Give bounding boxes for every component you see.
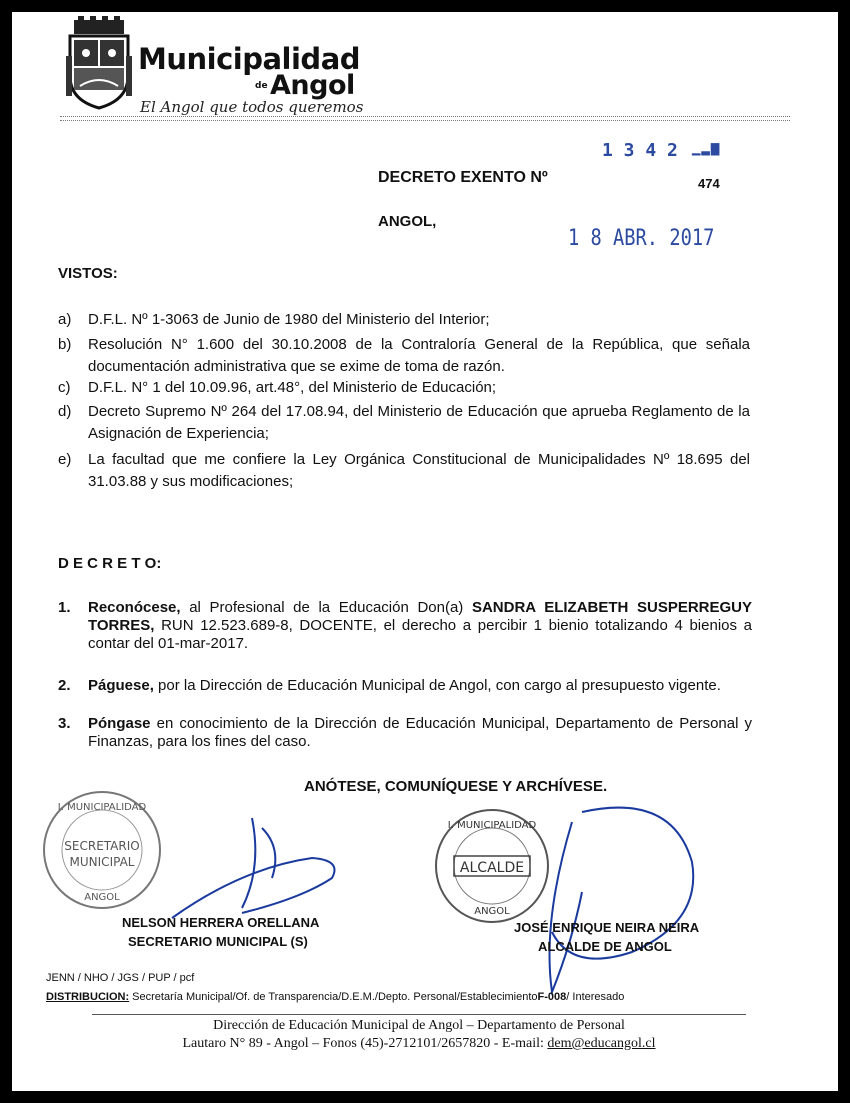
svg-text:ANGOL: ANGOL bbox=[84, 892, 120, 903]
brand-city: Angol bbox=[270, 70, 355, 101]
visto-item: b) Resolución N° 1.600 del 30.10.2008 de la Contraloría General de la República, que señala documentación administrativa que se exime de toma de razón. bbox=[58, 336, 750, 375]
svg-text:ALCALDE: ALCALDE bbox=[459, 860, 525, 876]
svg-text:I. MUNICIPALIDAD: I. MUNICIPALIDAD bbox=[57, 802, 147, 813]
distribution-line: DISTRIBUCION: Secretaría Municipal/Of. de Transparencia/D.E.M./Depto. Personal/EstablecimientoF-008/ Interesado bbox=[46, 991, 625, 1003]
stamp-number: 1 3 4 2 bbox=[602, 140, 678, 161]
visto-item: d) Decreto Supremo Nº 264 del 17.08.94, del Ministerio de Educación que aprueba Reglamento de la Asignación de Experiencia; bbox=[58, 403, 750, 442]
svg-text:SECRETARIO: SECRETARIO bbox=[64, 839, 140, 853]
brand-title: Municipalidad bbox=[138, 42, 361, 76]
brand-de: de bbox=[255, 81, 268, 91]
left-signer-role: SECRETARIO MUNICIPAL (S) bbox=[128, 934, 308, 949]
decree-number: 474 bbox=[698, 176, 720, 191]
footer-line-2: Lautaro N° 89 - Angol – Fonos (45)-2712101/2657820 - E-mail: dem@educangol.cl bbox=[182, 1036, 656, 1051]
footer-line-1: Dirección de Educación Municipal de Angol – Departamento de Personal bbox=[213, 1018, 625, 1033]
brand-slogan: El Angol que todos queremos bbox=[140, 98, 364, 116]
footer-email-link[interactable]: dem@educangol.cl bbox=[547, 1036, 656, 1051]
svg-text:I. MUNICIPALIDAD: I. MUNICIPALIDAD bbox=[447, 820, 537, 831]
visto-item: e) La facultad que me confiere la Ley Orgánica Constitucional de Municipalidades Nº 18.695 del 31.03.88 y sus modificaciones; bbox=[58, 451, 750, 490]
closing-formula: ANÓTESE, COMUNÍQUESE Y ARCHÍVESE. bbox=[304, 778, 608, 795]
decree-date-stamp: 1 8 ABR. 2017 bbox=[568, 226, 715, 251]
decreto-heading: D E C R E T O: bbox=[58, 555, 162, 572]
footer-rule bbox=[92, 1014, 746, 1015]
coat-of-arms-logo bbox=[66, 16, 132, 112]
decreto-item: 3. Póngase en conocimiento de la Dirección de Educación Municipal, Departamento de Personal y Finanzas, para los fines del caso. bbox=[58, 715, 752, 750]
visto-item: c) D.F.L. N° 1 del 10.09.96, art.48°, del Ministerio de Educación; bbox=[58, 379, 497, 396]
vistos-heading: VISTOS: bbox=[58, 265, 118, 282]
decreto-item: 1. Reconócese, al Profesional de la Educación Don(a) SANDRA ELIZABETH SUSPERREGUY TORRES, RUN 12.523.689-8, DOCENTE, el derecho a percibir 1 bienio totalizando 4 bienios a contar del 01-mar-2017. bbox=[58, 599, 753, 652]
visto-item: a) D.F.L. Nº 1-3063 de Junio de 1980 del Ministerio del Interior; bbox=[58, 311, 490, 328]
stamp-mark: ▁▂▆ bbox=[692, 140, 721, 156]
decree-place: ANGOL, bbox=[378, 213, 437, 230]
decree-title: DECRETO EXENTO Nº bbox=[378, 169, 548, 186]
left-signer-name: NELSON HERRERA ORELLANA bbox=[122, 915, 320, 930]
right-signer-role: ALCALDE DE ANGOL bbox=[538, 939, 672, 954]
svg-text:ANGOL: ANGOL bbox=[474, 906, 510, 917]
header-rule bbox=[60, 116, 790, 121]
document-page bbox=[12, 12, 838, 1091]
decreto-item: 2. Páguese, por la Dirección de Educación Municipal de Angol, con cargo al presupuesto vigente. bbox=[58, 677, 721, 694]
initials: JENN / NHO / JGS / PUP / pcf bbox=[46, 972, 195, 984]
secretary-signature bbox=[132, 798, 362, 928]
svg-text:MUNICIPAL: MUNICIPAL bbox=[69, 855, 135, 869]
mayor-signature bbox=[512, 802, 712, 1002]
right-signer-name: JOSÉ ENRIQUE NEIRA NEIRA bbox=[514, 920, 700, 935]
